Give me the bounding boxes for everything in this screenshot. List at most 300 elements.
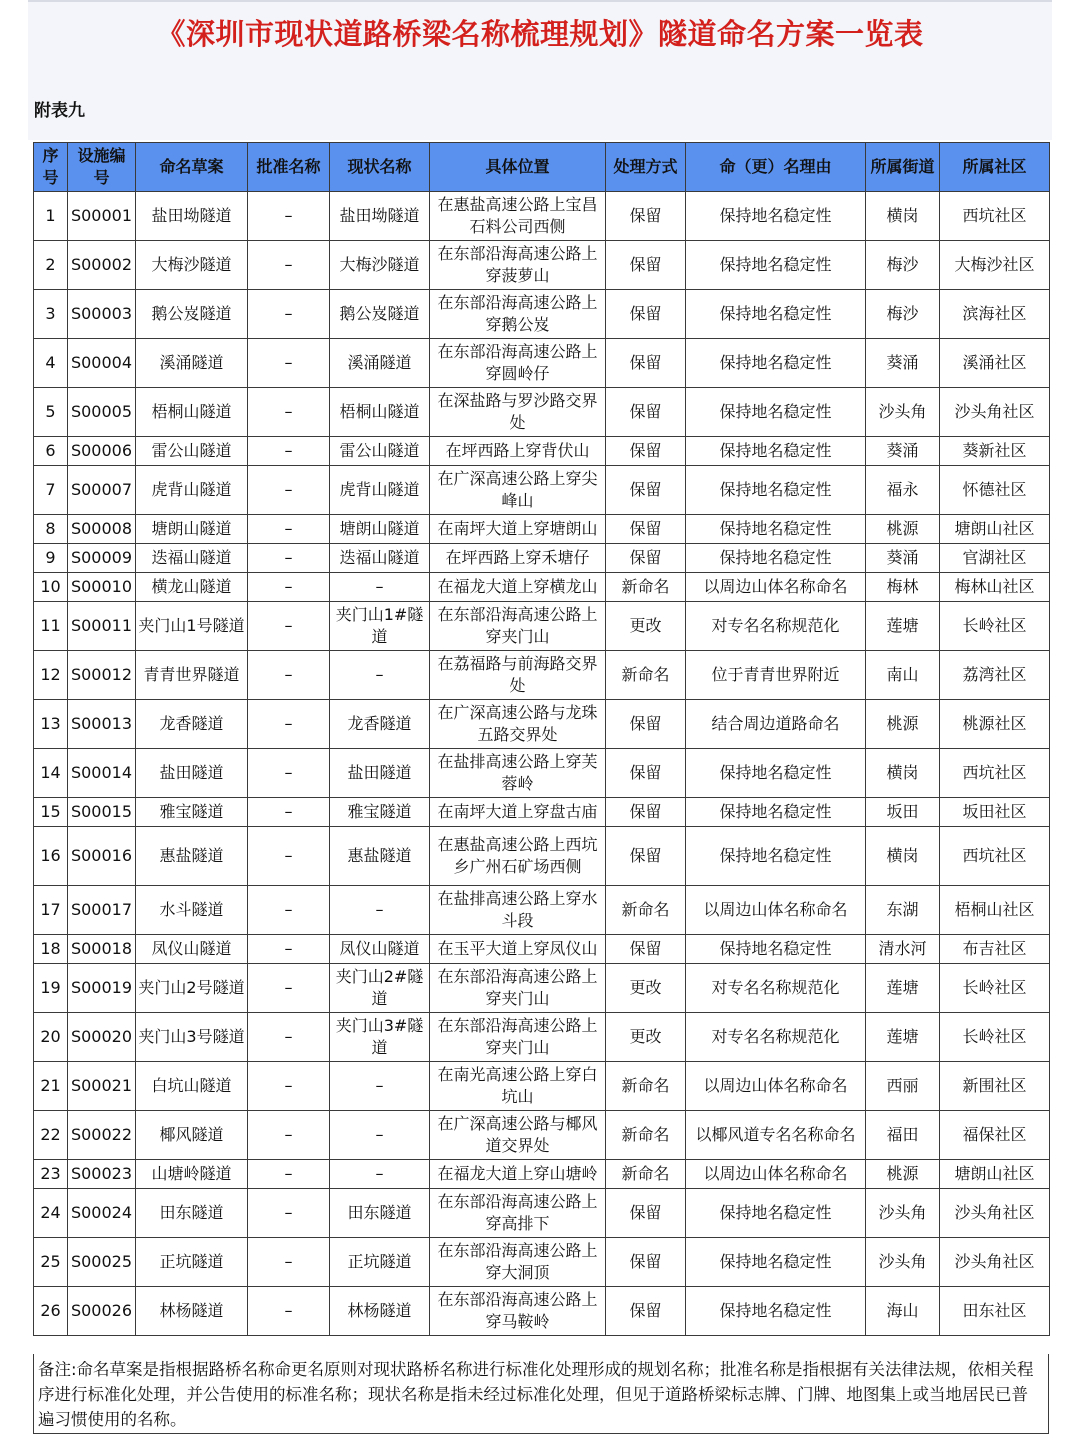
cell-code: S00019 [68, 964, 136, 1013]
table-row [34, 339, 1050, 388]
cell-community: 沙头角社区 [940, 1238, 1050, 1287]
cell-location: 在惠盐高速公路上宝昌石料公司西侧 [430, 192, 606, 241]
cell-location: 在东部沿海高速公路上穿夹门山 [430, 602, 606, 651]
cell-current: 鹅公岌隧道 [330, 290, 430, 339]
table-row [34, 290, 1050, 339]
cell-reason: 保持地名稳定性 [686, 466, 866, 515]
cell-method: 更改 [606, 964, 686, 1013]
cell-approved: – [248, 515, 330, 544]
cell-street: 清水河 [866, 935, 940, 964]
cell-seq: 14 [34, 749, 68, 798]
cell-location: 在福龙大道上穿横龙山 [430, 573, 606, 602]
cell-draft: 横龙山隧道 [136, 573, 248, 602]
cell-seq: 26 [34, 1287, 68, 1336]
cell-street: 福田 [866, 1111, 940, 1160]
cell-location: 在广深高速公路上穿尖峰山 [430, 466, 606, 515]
cell-approved: – [248, 437, 330, 466]
cell-seq: 3 [34, 290, 68, 339]
cell-draft: 大梅沙隧道 [136, 241, 248, 290]
cell-street: 葵涌 [866, 339, 940, 388]
cell-approved: – [248, 935, 330, 964]
cell-community: 布吉社区 [940, 935, 1050, 964]
cell-method: 保留 [606, 241, 686, 290]
table-body [34, 192, 1050, 1336]
cell-approved: – [248, 339, 330, 388]
cell-location: 在南光高速公路上穿白坑山 [430, 1062, 606, 1111]
cell-current: 惠盐隧道 [330, 827, 430, 886]
top-divider [28, 0, 1052, 2]
cell-reason: 以周边山体名称命名 [686, 1160, 866, 1189]
cell-reason: 以椰风道专名名称命名 [686, 1111, 866, 1160]
table-row [34, 573, 1050, 602]
cell-current: 龙香隧道 [330, 700, 430, 749]
appendix-label: 附表九 [34, 101, 85, 121]
cell-reason: 结合周边道路命名 [686, 700, 866, 749]
cell-draft: 凤仪山隧道 [136, 935, 248, 964]
cell-code: S00012 [68, 651, 136, 700]
cell-method: 新命名 [606, 886, 686, 935]
cell-reason: 以周边山体名称命名 [686, 573, 866, 602]
cell-draft: 田东隧道 [136, 1189, 248, 1238]
cell-location: 在南坪大道上穿盘古庙 [430, 798, 606, 827]
cell-current: 盐田隧道 [330, 749, 430, 798]
table-row [34, 1111, 1050, 1160]
header-reason: 命（更）名理由 [686, 143, 866, 192]
cell-method: 更改 [606, 602, 686, 651]
cell-location: 在广深高速公路与龙珠五路交界处 [430, 700, 606, 749]
cell-seq: 9 [34, 544, 68, 573]
table-row [34, 241, 1050, 290]
cell-location: 在东部沿海高速公路上穿夹门山 [430, 964, 606, 1013]
cell-seq: 7 [34, 466, 68, 515]
cell-method: 新命名 [606, 1111, 686, 1160]
cell-community: 西坑社区 [940, 192, 1050, 241]
cell-method: 保留 [606, 700, 686, 749]
cell-draft: 林杨隧道 [136, 1287, 248, 1336]
header-code: 设施编号 [68, 143, 136, 192]
cell-location: 在东部沿海高速公路上穿圆岭仔 [430, 339, 606, 388]
cell-street: 横岗 [866, 749, 940, 798]
cell-reason: 对专名名称规范化 [686, 1013, 866, 1062]
cell-draft: 梧桐山隧道 [136, 388, 248, 437]
cell-location: 在广深高速公路与椰风道交界处 [430, 1111, 606, 1160]
cell-method: 保留 [606, 935, 686, 964]
cell-current: – [330, 573, 430, 602]
cell-location: 在荔福路与前海路交界处 [430, 651, 606, 700]
cell-current: 盐田坳隧道 [330, 192, 430, 241]
cell-draft: 惠盐隧道 [136, 827, 248, 886]
cell-street: 梅沙 [866, 241, 940, 290]
cell-reason: 保持地名稳定性 [686, 749, 866, 798]
cell-current: – [330, 1111, 430, 1160]
cell-reason: 保持地名稳定性 [686, 1189, 866, 1238]
cell-current: 夹门山1#隧道 [330, 602, 430, 651]
cell-approved: – [248, 1062, 330, 1111]
cell-location: 在东部沿海高速公路上穿夹门山 [430, 1013, 606, 1062]
cell-reason: 保持地名稳定性 [686, 192, 866, 241]
cell-draft: 山塘岭隧道 [136, 1160, 248, 1189]
cell-code: S00020 [68, 1013, 136, 1062]
cell-reason: 对专名名称规范化 [686, 964, 866, 1013]
cell-location: 在深盐路与罗沙路交界处 [430, 388, 606, 437]
cell-method: 保留 [606, 192, 686, 241]
cell-draft: 夹门山2号隧道 [136, 964, 248, 1013]
cell-code: S00011 [68, 602, 136, 651]
table-row [34, 466, 1050, 515]
cell-reason: 保持地名稳定性 [686, 1238, 866, 1287]
cell-seq: 17 [34, 886, 68, 935]
cell-method: 保留 [606, 544, 686, 573]
cell-seq: 25 [34, 1238, 68, 1287]
cell-current: 正坑隧道 [330, 1238, 430, 1287]
cell-seq: 15 [34, 798, 68, 827]
cell-approved: – [248, 798, 330, 827]
cell-street: 西丽 [866, 1062, 940, 1111]
cell-draft: 夹门山1号隧道 [136, 602, 248, 651]
cell-street: 福永 [866, 466, 940, 515]
cell-community: 西坑社区 [940, 827, 1050, 886]
cell-method: 保留 [606, 515, 686, 544]
cell-current: – [330, 1062, 430, 1111]
cell-reason: 保持地名稳定性 [686, 515, 866, 544]
cell-community: 葵新社区 [940, 437, 1050, 466]
table-row [34, 827, 1050, 886]
cell-community: 长岭社区 [940, 602, 1050, 651]
cell-draft: 雅宝隧道 [136, 798, 248, 827]
cell-seq: 19 [34, 964, 68, 1013]
cell-current: 夹门山3#隧道 [330, 1013, 430, 1062]
tunnel-naming-table [33, 142, 1050, 1336]
cell-community: 塘朗山社区 [940, 1160, 1050, 1189]
cell-method: 保留 [606, 388, 686, 437]
cell-location: 在坪西路上穿禾塘仔 [430, 544, 606, 573]
cell-seq: 18 [34, 935, 68, 964]
cell-code: S00023 [68, 1160, 136, 1189]
cell-method: 保留 [606, 827, 686, 886]
cell-draft: 鹅公岌隧道 [136, 290, 248, 339]
cell-method: 新命名 [606, 651, 686, 700]
cell-location: 在南坪大道上穿塘朗山 [430, 515, 606, 544]
cell-seq: 1 [34, 192, 68, 241]
cell-current: 梧桐山隧道 [330, 388, 430, 437]
cell-code: S00007 [68, 466, 136, 515]
cell-code: S00014 [68, 749, 136, 798]
table-row [34, 1287, 1050, 1336]
cell-current: – [330, 651, 430, 700]
cell-code: S00026 [68, 1287, 136, 1336]
cell-approved: – [248, 192, 330, 241]
cell-location: 在惠盐高速公路上西坑乡广州石矿场西侧 [430, 827, 606, 886]
cell-method: 新命名 [606, 1062, 686, 1111]
page-title: 《深圳市现状道路桥梁名称梳理规划》隧道命名方案一览表 [156, 17, 924, 51]
header-seq: 序号 [34, 143, 68, 192]
cell-current: 雅宝隧道 [330, 798, 430, 827]
cell-current: 塘朗山隧道 [330, 515, 430, 544]
cell-location: 在东部沿海高速公路上穿鹅公岌 [430, 290, 606, 339]
cell-current: – [330, 886, 430, 935]
cell-code: S00016 [68, 827, 136, 886]
table-row [34, 1189, 1050, 1238]
cell-community: 滨海社区 [940, 290, 1050, 339]
cell-reason: 以周边山体名称命名 [686, 886, 866, 935]
cell-street: 莲塘 [866, 964, 940, 1013]
cell-code: S00006 [68, 437, 136, 466]
cell-location: 在东部沿海高速公路上穿大洞顶 [430, 1238, 606, 1287]
cell-community: 怀德社区 [940, 466, 1050, 515]
cell-street: 东湖 [866, 886, 940, 935]
cell-reason: 以周边山体名称命名 [686, 1062, 866, 1111]
table-row [34, 798, 1050, 827]
cell-seq: 11 [34, 602, 68, 651]
cell-location: 在盐排高速公路上穿水斗段 [430, 886, 606, 935]
cell-draft: 水斗隧道 [136, 886, 248, 935]
cell-code: S00021 [68, 1062, 136, 1111]
cell-street: 桃源 [866, 700, 940, 749]
table-row [34, 964, 1050, 1013]
cell-community: 长岭社区 [940, 1013, 1050, 1062]
cell-reason: 位于青青世界附近 [686, 651, 866, 700]
cell-street: 桃源 [866, 515, 940, 544]
cell-method: 保留 [606, 437, 686, 466]
cell-reason: 保持地名稳定性 [686, 437, 866, 466]
cell-community: 梧桐山社区 [940, 886, 1050, 935]
cell-method: 保留 [606, 749, 686, 798]
cell-draft: 塘朗山隧道 [136, 515, 248, 544]
cell-location: 在玉平大道上穿凤仪山 [430, 935, 606, 964]
table-row [34, 1062, 1050, 1111]
cell-location: 在福龙大道上穿山塘岭 [430, 1160, 606, 1189]
cell-community: 塘朗山社区 [940, 515, 1050, 544]
cell-street: 海山 [866, 1287, 940, 1336]
cell-street: 横岗 [866, 827, 940, 886]
cell-approved: – [248, 602, 330, 651]
cell-street: 南山 [866, 651, 940, 700]
cell-seq: 23 [34, 1160, 68, 1189]
cell-approved: – [248, 1111, 330, 1160]
cell-draft: 迭福山隧道 [136, 544, 248, 573]
cell-method: 保留 [606, 798, 686, 827]
cell-method: 新命名 [606, 1160, 686, 1189]
cell-approved: – [248, 964, 330, 1013]
cell-current: 虎背山隧道 [330, 466, 430, 515]
table-row [34, 515, 1050, 544]
cell-draft: 正坑隧道 [136, 1238, 248, 1287]
cell-code: S00025 [68, 1238, 136, 1287]
cell-seq: 20 [34, 1013, 68, 1062]
cell-seq: 4 [34, 339, 68, 388]
cell-method: 保留 [606, 290, 686, 339]
cell-code: S00022 [68, 1111, 136, 1160]
cell-street: 葵涌 [866, 437, 940, 466]
table-note: 备注:命名草案是指根据路桥名称命更名原则对现状路桥名称进行标准化处理形成的规划名称；批准名称是指根据有关法律法规，依相关程序进行标准化处理，并公告使用的标准名称；现状名称是指未经过标准化处理，但见于道路桥梁标志牌、门牌、地图集上或当地居民已普遍习惯使用的名称。 [33, 1354, 1049, 1434]
cell-reason: 保持地名稳定性 [686, 339, 866, 388]
cell-current: 雷公山隧道 [330, 437, 430, 466]
table-row [34, 192, 1050, 241]
cell-seq: 6 [34, 437, 68, 466]
cell-current: 夹门山2#隧道 [330, 964, 430, 1013]
cell-reason: 保持地名稳定性 [686, 544, 866, 573]
cell-code: S00018 [68, 935, 136, 964]
header-method: 处理方式 [606, 143, 686, 192]
table-row [34, 1238, 1050, 1287]
table-row [34, 602, 1050, 651]
table-row [34, 437, 1050, 466]
cell-draft: 龙香隧道 [136, 700, 248, 749]
cell-community: 沙头角社区 [940, 388, 1050, 437]
table-row [34, 1160, 1050, 1189]
header-draft: 命名草案 [136, 143, 248, 192]
cell-reason: 保持地名稳定性 [686, 290, 866, 339]
cell-method: 新命名 [606, 573, 686, 602]
cell-approved: – [248, 573, 330, 602]
cell-location: 在东部沿海高速公路上穿菠萝山 [430, 241, 606, 290]
header-street: 所属街道 [866, 143, 940, 192]
cell-approved: – [248, 1160, 330, 1189]
cell-street: 横岗 [866, 192, 940, 241]
cell-reason: 保持地名稳定性 [686, 935, 866, 964]
cell-community: 福保社区 [940, 1111, 1050, 1160]
cell-code: S00009 [68, 544, 136, 573]
cell-code: S00008 [68, 515, 136, 544]
cell-current: 凤仪山隧道 [330, 935, 430, 964]
cell-approved: – [248, 388, 330, 437]
cell-approved: – [248, 1238, 330, 1287]
table-row [34, 886, 1050, 935]
cell-code: S00024 [68, 1189, 136, 1238]
table-row [34, 749, 1050, 798]
cell-seq: 8 [34, 515, 68, 544]
cell-current: – [330, 1160, 430, 1189]
cell-approved: – [248, 827, 330, 886]
cell-street: 梅林 [866, 573, 940, 602]
cell-current: 溪涌隧道 [330, 339, 430, 388]
cell-reason: 保持地名稳定性 [686, 798, 866, 827]
cell-street: 沙头角 [866, 1189, 940, 1238]
cell-current: 迭福山隧道 [330, 544, 430, 573]
cell-street: 坂田 [866, 798, 940, 827]
cell-reason: 保持地名稳定性 [686, 1287, 866, 1336]
table-header-row [34, 143, 1050, 192]
cell-approved: – [248, 290, 330, 339]
cell-approved: – [248, 651, 330, 700]
cell-approved: – [248, 1287, 330, 1336]
header-current: 现状名称 [330, 143, 430, 192]
cell-approved: – [248, 1189, 330, 1238]
table-row [34, 935, 1050, 964]
cell-street: 沙头角 [866, 1238, 940, 1287]
header-community: 所属社区 [940, 143, 1050, 192]
cell-seq: 21 [34, 1062, 68, 1111]
cell-reason: 保持地名稳定性 [686, 388, 866, 437]
cell-community: 沙头角社区 [940, 1189, 1050, 1238]
cell-method: 保留 [606, 1238, 686, 1287]
cell-code: S00010 [68, 573, 136, 602]
cell-draft: 溪涌隧道 [136, 339, 248, 388]
cell-seq: 24 [34, 1189, 68, 1238]
cell-approved: – [248, 1013, 330, 1062]
cell-draft: 盐田坳隧道 [136, 192, 248, 241]
cell-community: 官湖社区 [940, 544, 1050, 573]
cell-location: 在盐排高速公路上穿芙蓉岭 [430, 749, 606, 798]
cell-method: 保留 [606, 1189, 686, 1238]
table-row [34, 388, 1050, 437]
cell-draft: 白坑山隧道 [136, 1062, 248, 1111]
cell-location: 在东部沿海高速公路上穿高排下 [430, 1189, 606, 1238]
table-row [34, 1013, 1050, 1062]
cell-method: 保留 [606, 339, 686, 388]
cell-seq: 16 [34, 827, 68, 886]
cell-street: 葵涌 [866, 544, 940, 573]
cell-community: 长岭社区 [940, 964, 1050, 1013]
cell-street: 桃源 [866, 1160, 940, 1189]
cell-street: 梅沙 [866, 290, 940, 339]
cell-code: S00005 [68, 388, 136, 437]
cell-community: 西坑社区 [940, 749, 1050, 798]
cell-seq: 12 [34, 651, 68, 700]
cell-street: 莲塘 [866, 602, 940, 651]
cell-seq: 10 [34, 573, 68, 602]
cell-approved: – [248, 700, 330, 749]
table-row [34, 544, 1050, 573]
table-row [34, 651, 1050, 700]
cell-code: S00001 [68, 192, 136, 241]
cell-method: 保留 [606, 466, 686, 515]
cell-draft: 夹门山3号隧道 [136, 1013, 248, 1062]
cell-seq: 2 [34, 241, 68, 290]
cell-approved: – [248, 886, 330, 935]
cell-code: S00013 [68, 700, 136, 749]
cell-community: 大梅沙社区 [940, 241, 1050, 290]
cell-current: 林杨隧道 [330, 1287, 430, 1336]
table-row [34, 700, 1050, 749]
cell-community: 梅林山社区 [940, 573, 1050, 602]
cell-seq: 13 [34, 700, 68, 749]
cell-reason: 对专名名称规范化 [686, 602, 866, 651]
cell-code: S00003 [68, 290, 136, 339]
cell-community: 田东社区 [940, 1287, 1050, 1336]
cell-street: 莲塘 [866, 1013, 940, 1062]
header-location: 具体位置 [430, 143, 606, 192]
cell-community: 坂田社区 [940, 798, 1050, 827]
cell-draft: 椰风隧道 [136, 1111, 248, 1160]
cell-method: 保留 [606, 1287, 686, 1336]
cell-method: 更改 [606, 1013, 686, 1062]
cell-street: 沙头角 [866, 388, 940, 437]
cell-current: 大梅沙隧道 [330, 241, 430, 290]
cell-community: 新围社区 [940, 1062, 1050, 1111]
cell-seq: 5 [34, 388, 68, 437]
cell-approved: – [248, 544, 330, 573]
cell-draft: 青青世界隧道 [136, 651, 248, 700]
cell-community: 桃源社区 [940, 700, 1050, 749]
cell-approved: – [248, 466, 330, 515]
cell-code: S00015 [68, 798, 136, 827]
cell-community: 溪涌社区 [940, 339, 1050, 388]
cell-reason: 保持地名稳定性 [686, 827, 866, 886]
cell-reason: 保持地名稳定性 [686, 241, 866, 290]
cell-draft: 虎背山隧道 [136, 466, 248, 515]
cell-current: 田东隧道 [330, 1189, 430, 1238]
cell-location: 在坪西路上穿背伏山 [430, 437, 606, 466]
cell-seq: 22 [34, 1111, 68, 1160]
cell-code: S00004 [68, 339, 136, 388]
cell-approved: – [248, 241, 330, 290]
cell-approved: – [248, 749, 330, 798]
cell-code: S00002 [68, 241, 136, 290]
cell-community: 荔湾社区 [940, 651, 1050, 700]
cell-code: S00017 [68, 886, 136, 935]
cell-draft: 雷公山隧道 [136, 437, 248, 466]
